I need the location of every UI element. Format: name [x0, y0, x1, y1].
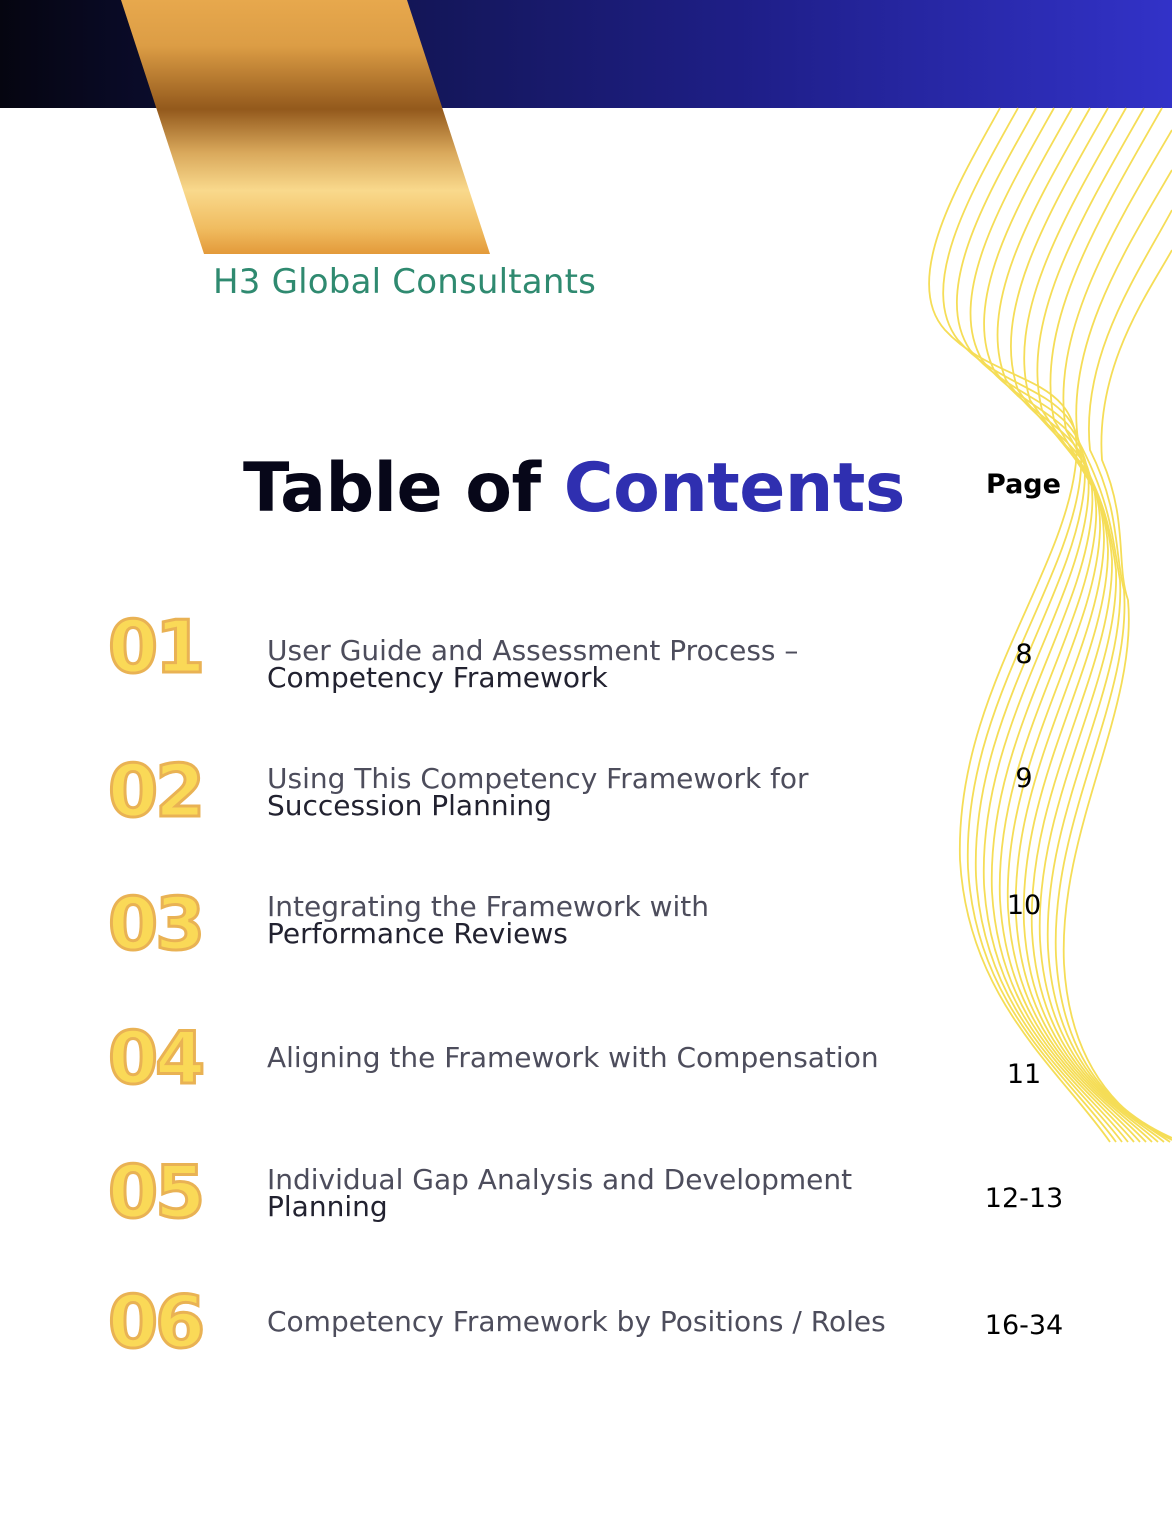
- toc-number-03: 03: [108, 882, 203, 966]
- toc-number-02: 02: [108, 749, 203, 833]
- toc-page-01: 8: [1015, 639, 1033, 670]
- toc-entry-05[interactable]: [0, 1150, 1172, 1256]
- toc-label-03-line2: Performance Reviews: [267, 917, 568, 950]
- toc-entry-04[interactable]: [0, 1016, 1172, 1122]
- toc-label-01-line1: User Guide and Assessment Process –: [267, 634, 799, 667]
- company-name: H3 Global Consultants: [213, 262, 597, 302]
- toc-entry-01[interactable]: [0, 605, 1172, 711]
- toc-page-02: 9: [1015, 763, 1033, 794]
- toc-entry-06[interactable]: [0, 1280, 1172, 1386]
- toc-label-02-line1: Using This Competency Framework for: [267, 762, 809, 795]
- toc-label-02-line2: Succession Planning: [267, 789, 552, 822]
- page-column-header: Page: [986, 469, 1061, 500]
- toc-label-04: [267, 1041, 879, 1074]
- toc-page-04: 11: [1006, 1059, 1042, 1090]
- toc-label-06-line1: Competency Framework by Positions / Roles: [267, 1305, 886, 1338]
- toc-entry-02[interactable]: [0, 749, 1172, 855]
- page-title: [243, 449, 905, 528]
- toc-label-04-line1: Aligning the Framework with Compensation: [267, 1041, 879, 1074]
- toc-label-03: [267, 890, 709, 950]
- toc-entry-03[interactable]: [0, 882, 1172, 988]
- toc-number-06: 06: [108, 1280, 203, 1364]
- toc-label-06: [267, 1305, 886, 1338]
- title-part-accent: Contents: [563, 449, 905, 528]
- toc-label-01: [267, 634, 799, 694]
- toc-number-05: 05: [108, 1150, 203, 1234]
- toc-label-05-line2: Planning: [267, 1190, 388, 1223]
- toc-page-03: 10: [1006, 890, 1042, 921]
- toc-page-06: 16-34: [984, 1310, 1064, 1341]
- toc-number-01: 01: [108, 605, 203, 689]
- toc-page-05: 12-13: [984, 1183, 1064, 1214]
- toc-label-05-line1: Individual Gap Analysis and Development: [267, 1163, 853, 1196]
- toc-label-05: [267, 1163, 853, 1223]
- toc-label-03-line1: Integrating the Framework with: [267, 890, 709, 923]
- toc-label-02: [267, 762, 809, 822]
- toc-label-01-line2: Competency Framework: [267, 661, 608, 694]
- toc-number-04: 04: [108, 1016, 203, 1100]
- title-part-dark: Table of: [243, 449, 564, 528]
